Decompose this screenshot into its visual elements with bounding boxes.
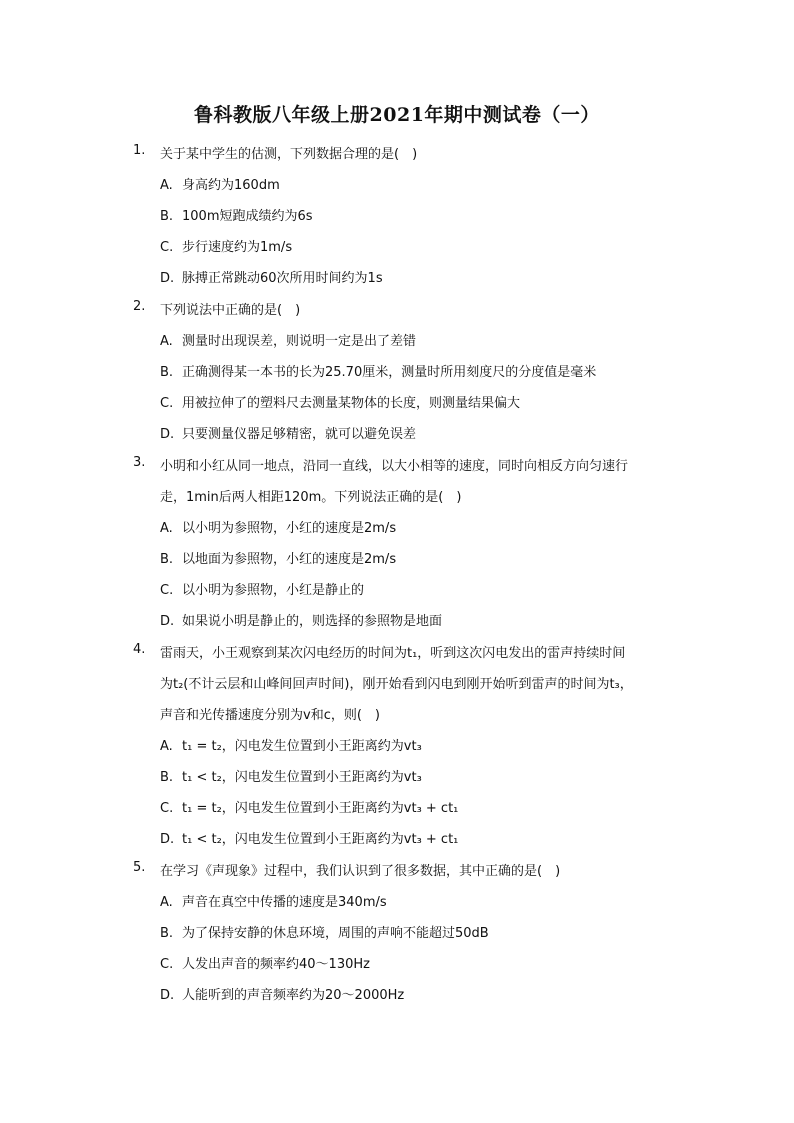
- option-c: C. 人发出声音的频率约40～130Hz: [160, 957, 370, 972]
- question-text-line-1: 雷雨天，小王观察到某次闪电经历的时间为t₁，听到这次闪电发出的雷声持续时间: [160, 646, 626, 661]
- option-b: B. 100m短跑成绩约为6s: [160, 209, 313, 224]
- option-b: B. 以地面为参照物，小红的速度是2m/s: [160, 552, 397, 567]
- option-c: C. 用被拉伸了的塑料尺去测量某物体的长度，则测量结果偏大: [160, 396, 521, 411]
- option-b: B. 为了保持安静的休息环境，周围的声响不能超过50dB: [160, 926, 489, 941]
- option-c: C. 以小明为参照物，小红是静止的: [160, 583, 365, 598]
- option-d: D. 脉搏正常跳动60次所用时间约为1s: [160, 271, 383, 286]
- option-d: D. 如果说小明是静止的，则选择的参照物是地面: [160, 614, 443, 629]
- page-title: 鲁科教版八年级上册2021年期中测试卷（一）: [194, 104, 600, 126]
- option-a: A. 以小明为参照物，小红的速度是2m/s: [160, 521, 397, 536]
- option-d: D. 人能听到的声音频率约为20～2000Hz: [160, 988, 405, 1003]
- option-a: A. 测量时出现误差，则说明一定是出了差错: [160, 334, 417, 349]
- question-number: 2.: [133, 299, 146, 314]
- option-a: A. 声音在真空中传播的速度是340m/s: [160, 895, 387, 910]
- question-text-line-3: 声音和光传播速度分别为v和c，则( ): [160, 708, 380, 723]
- question-text: 下列说法中正确的是( ): [160, 303, 301, 318]
- question-text-line-2: 走，1min后两人相距120m。下列说法正确的是( ): [160, 490, 462, 505]
- option-b: B. 正确测得某一本书的长为25.70厘米，测量时所用刻度尺的分度值是毫米: [160, 365, 597, 380]
- option-a: A. 身高约为160dm: [160, 178, 280, 193]
- option-c: C. t₁ = t₂，闪电发生位置到小王距离约为vt₃ + ct₁: [160, 801, 459, 816]
- question-number: 3.: [133, 455, 146, 470]
- question-number: 5.: [133, 860, 146, 875]
- option-d: D. 只要测量仪器足够精密，就可以避免误差: [160, 427, 417, 442]
- question-text: 关于某中学生的估测，下列数据合理的是( ): [160, 147, 418, 162]
- question-number: 4.: [133, 642, 146, 657]
- question-text: 在学习《声现象》过程中，我们认识到了很多数据，其中正确的是( ): [160, 864, 561, 879]
- question-text-line-2: 为t₂(不计云层和山峰间回声时间)，刚开始看到闪电到刚开始听到雷声的时间为t₃，: [160, 677, 633, 692]
- option-b: B. t₁ < t₂，闪电发生位置到小王距离约为vt₃: [160, 770, 422, 785]
- option-d: D. t₁ < t₂，闪电发生位置到小王距离约为vt₃ + ct₁: [160, 832, 459, 847]
- question-text-line-1: 小明和小红从同一地点，沿同一直线，以大小相等的速度，同时向相反方向匀速行: [160, 459, 629, 474]
- option-a: A. t₁ = t₂，闪电发生位置到小王距离约为vt₃: [160, 739, 422, 754]
- question-number: 1.: [133, 143, 146, 158]
- option-c: C. 步行速度约为1m/s: [160, 240, 293, 255]
